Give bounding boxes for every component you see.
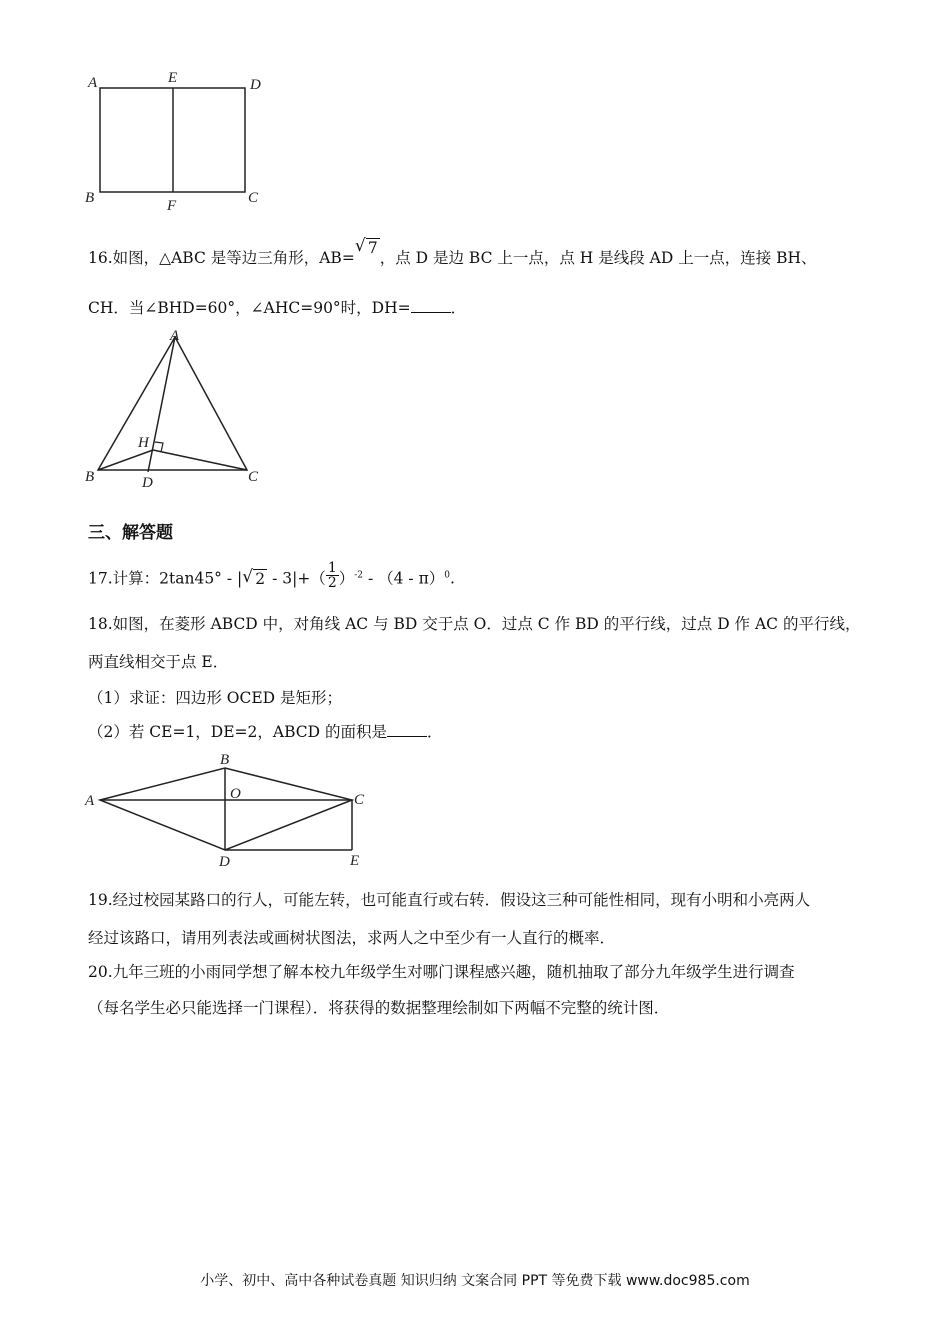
label-a: A	[85, 793, 95, 809]
label-e: E	[350, 853, 360, 869]
sqrt-7: √ 7	[354, 236, 378, 257]
label-d: D	[142, 475, 153, 491]
answer-blank	[387, 722, 427, 737]
footer-watermark: 小学、初中、高中各种试卷真题 知识归纳 文案合同 PPT 等免费下载 www.doc985.com	[200, 1273, 750, 1289]
label-a: A	[88, 75, 98, 91]
label-f: F	[167, 198, 177, 214]
section-title: 三、解答题	[88, 523, 173, 543]
segment-ch	[153, 450, 247, 470]
label-o: O	[230, 786, 241, 802]
q20-line1: 20.九年三班的小雨同学想了解本校九年级学生对哪门课程感兴趣，随机抽取了部分九年级学生进行调查	[88, 963, 795, 981]
triangle-abc	[98, 337, 247, 470]
label-b: B	[220, 752, 230, 768]
rhombus-figure	[80, 748, 380, 878]
q16-line2: CH．当∠BHD=60°，∠AHC=90°时，DH= ．	[88, 299, 467, 317]
q16-line1: 16.如图，△ABC 是等边三角形，AB= √ 7，点 D 是边 BC 上一点，点 H 是线段 AD 上一点，连接 BH、	[88, 236, 817, 267]
q18-line1: 18.如图，在菱形 ABCD 中，对角线 AC 与 BD 交于点 O．过点 C 作 BD 的平行线，过点 D 作 AC 的平行线，	[88, 615, 861, 633]
label-b: B	[85, 469, 95, 485]
q19-line1: 19.经过校园某路口的行人，可能左转，也可能直行或右转．假设这三种可能性相同，现有小明和小亮两人	[88, 891, 811, 909]
label-b: B	[85, 190, 95, 206]
label-d: D	[250, 77, 261, 93]
fraction-half: $\frac{1}{2}$	[327, 560, 337, 591]
label-a: A	[170, 328, 180, 344]
answer-blank	[411, 298, 451, 313]
label-c: C	[354, 792, 365, 808]
rhombus-abcd	[100, 768, 352, 850]
label-d: D	[219, 854, 230, 870]
q19-line2: 经过该路口，请用列表法或画树状图法，求两人之中至少有一人直行的概率．	[88, 929, 616, 947]
label-e: E	[168, 70, 178, 86]
q18-part1: （1）求证：四边形 OCED 是矩形；	[88, 689, 343, 707]
segment-bh	[98, 450, 153, 470]
label-c: C	[248, 469, 259, 485]
rectangle-figure	[80, 65, 280, 215]
label-h: H	[138, 435, 149, 451]
q20-line2: （每名学生必只能选择一门课程）．将获得的数据整理绘制如下两幅不完整的统计图．	[88, 999, 670, 1017]
sqrt-2: √ 2	[242, 566, 266, 588]
label-c: C	[248, 190, 259, 206]
q18-line2: 两直线相交于点 E．	[88, 653, 229, 671]
triangle-figure	[80, 325, 280, 495]
q18-part2: （2）若 CE=1，DE=2，ABCD 的面积是 ．	[88, 723, 443, 741]
q17-line: 17.计算：2tan45° ‐ | √ 2 ‐ 3|+（ $\frac{1}{2}$ ）$^{‐2}$ ‐ （4 ‐ π）$^0$.	[88, 560, 455, 591]
